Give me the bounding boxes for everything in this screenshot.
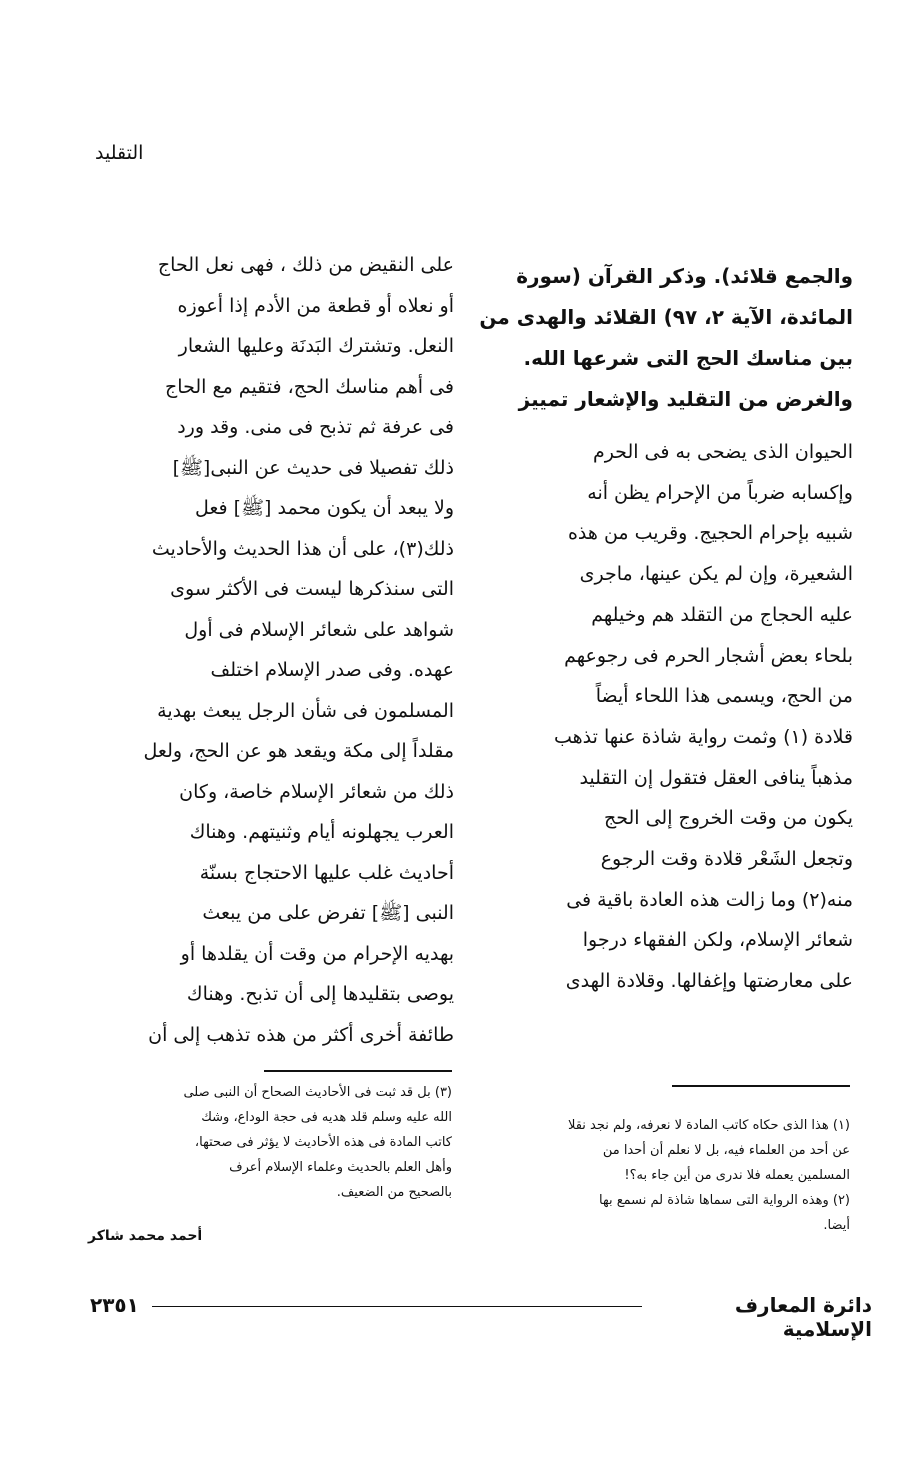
text-line: أحاديث غلب عليها الاحتجاج بسنّة [199,861,454,884]
text-line: الشعيرة، وإن لم يكن عينها، ماجرى [579,563,853,586]
right-footnote-rule [672,1085,850,1087]
text-line: أو نعلاه أو قطعة من الأدم إذا أعوزه [177,294,454,317]
text-line: المسلمون فى شأن الرجل يبعث بهدية [157,699,454,722]
footnote-line: أيضا. [823,1218,850,1233]
text-line: شواهد على شعائر الإسلام فى أول [184,618,454,641]
bold-line: والجمع قلائد). وذكر القرآن (سورة [516,264,853,288]
footnote-signature: أحمد محمد شاكر [88,1228,203,1244]
footnote-line: كاتب المادة فى هذه الأحاديث لا يؤثر فى صحتها، [194,1135,452,1150]
text-line: وتجعل الشَعْر قلادة وقت الرجوع [600,848,853,871]
text-line: التى سنذكرها ليست فى الأكثر سوى [170,578,454,600]
text-line: فى عرفة ثم تذبح فى منى. وقد ورد [177,416,454,438]
text-line: النبى [ﷺ] تفرض على من يبعث [202,902,454,924]
text-line: على معارضتها وإغفالها. وقلادة الهدى [565,970,853,993]
text-line: طائفة أخرى أكثر من هذه تذهب إلى أن [148,1023,454,1046]
footer-title: دائرة المعارف الإسلامية [734,1293,872,1341]
text-line: قلادة (١) وثمت رواية شاذة عنها تذهب [553,725,853,748]
footnote-line: (٢) وهذه الرواية التى سماها شاذة لم نسمع بها [599,1193,850,1208]
running-header: التقليد [95,142,144,164]
text-line: من الحج، ويسمى هذا اللحاء أيضاً [595,685,853,708]
text-line: مقلداً إلى مكة ويقعد هو عن الحج، ولعل [143,740,454,762]
page-number: ٢٣٥١ [90,1293,139,1317]
text-line: ولا يبعد أن يكون محمد [ﷺ] فعل [194,497,454,519]
text-line: يوصى بتقليدها إلى أن تذبح. وهناك [186,983,454,1005]
bold-line: المائدة، الآية ٢، ٩٧) القلائد والهدى من [479,305,853,329]
left-column-body [82,245,454,1055]
text-line: الحيوان الذى يضحى به فى الحرم [592,441,853,463]
text-line: شعائر الإسلام، ولكن الفقهاء درجوا [582,929,853,952]
footnote-line: (٣) بل قد ثبت فى الأحاديث الصحاح أن النبى صلى [183,1085,452,1100]
text-line: ذلك(٣)، على أن هذا الحديث والأحاديث [151,537,454,560]
footer-rule [152,1306,642,1307]
text-line: وإكسابه ضرباً من الإحرام يظن أنه [587,481,853,504]
text-line: النعل. وتشترك البَدنَة وعليها الشعار [178,335,454,357]
footnote-line: وأهل العلم بالحديث وعلماء الإسلام أعرف [229,1160,452,1175]
bold-line: بين مناسك الحج التى شرعها الله. [523,346,853,370]
text-line: ذلك تفصيلا فى حديث عن النبى[ﷺ] [172,456,454,479]
left-footnote-rule [264,1070,452,1072]
text-line: العرب يجهلونه أيام وثنيتهم. وهناك [189,821,454,843]
text-line: شبيه بإحرام الحجيج. وقريب من هذه [567,522,853,545]
right-footnotes [500,1113,850,1238]
footnote-line: عن أحد من العلماء فيه، بل لا نعلم أن أحدا من [602,1143,850,1158]
text-line: منه(٢) وما زالت هذه العادة باقية فى [566,888,853,911]
text-line: عليه الحجاج من التقلد هم وخيلهم [591,603,853,626]
right-column-bold-block [479,256,853,420]
right-column-body [498,432,853,1002]
text-line: يكون من وقت الخروج إلى الحج [603,807,853,830]
footnote-line: الله عليه وسلم قلد هديه فى حجة الوداع، وشك [201,1110,452,1125]
text-line: بهديه الإحرام من وقت أن يقلدها أو [180,942,454,965]
left-footnotes [88,1080,452,1205]
footnote-line: (١) هذا الذى حكاه كاتب المادة لا نعرفه، ولم نجد نقلا [567,1118,850,1133]
text-line: فى أهم مناسك الحج، فتقيم مع الحاج [165,375,454,398]
text-line: مذهباً ينافى العقل فتقول إن التقليد [579,766,853,789]
text-line: عهده. وفى صدر الإسلام اختلف [210,659,454,681]
text-line: بلحاء بعض أشجار الحرم فى رجوعهم [564,644,853,667]
footnote-line: المسلمين يعمله فلا ندرى من أين جاء به؟! [624,1168,850,1183]
footnote-line: بالصحيح من الضعيف. [336,1185,452,1200]
text-line: ذلك من شعائر الإسلام خاصة، وكان [179,780,454,803]
bold-line: والغرض من التقليد والإشعار تمييز [518,387,853,411]
text-line: على النقيض من ذلك ، فهى نعل الحاج [157,254,454,276]
